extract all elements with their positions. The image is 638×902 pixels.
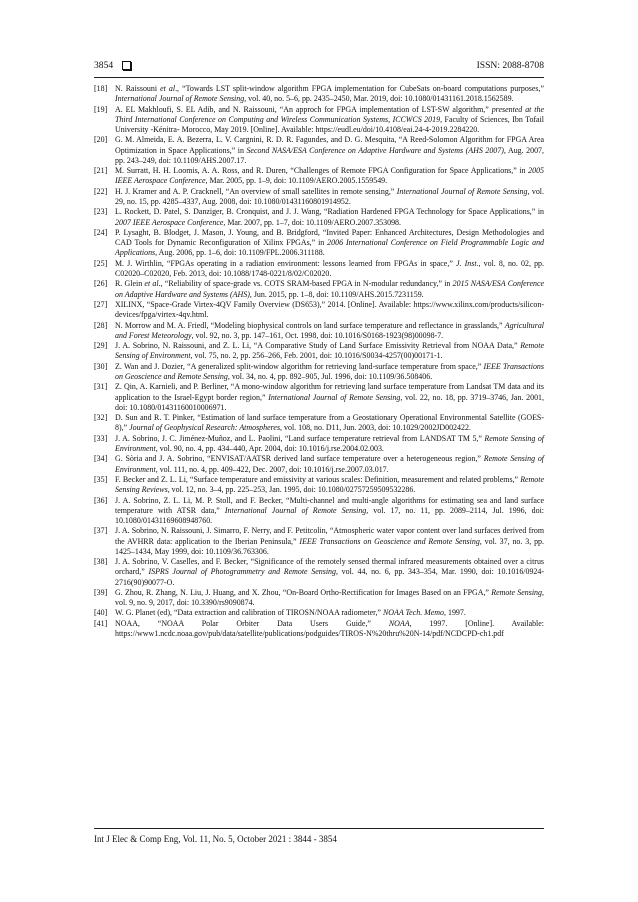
reference-number: [18] bbox=[94, 84, 108, 93]
reference-segment: J. A. Sobrino, Z. L. Li, M. P. Stoll, and F. Becker, “Multi-channel and multi-angle algorithms for estimating sea and land surface temperature with ATSR data,” bbox=[115, 495, 544, 515]
reference-segment: , vol. 29, no. 15, pp. 4285–4337, Aug. 2008, doi: 10.1080/01431160801914952. bbox=[115, 186, 544, 206]
issn-label: ISSN: 2088-8708 bbox=[476, 59, 544, 71]
reference-item bbox=[94, 300, 544, 320]
reference-text bbox=[115, 362, 544, 382]
reference-number: [35] bbox=[94, 474, 108, 484]
reference-number: [19] bbox=[94, 104, 108, 114]
reference-number: [37] bbox=[94, 526, 108, 536]
reference-item bbox=[94, 228, 544, 259]
reference-segment: , vol. 22, no. 18, pp. 3719–3746, Jan. 2001, doi: 10.1080/01431160010006971. bbox=[115, 392, 544, 412]
page-footer: Int J Elec & Comp Eng, Vol. 11, No. 5, October 2021 : 3844 - 3854 bbox=[94, 834, 337, 844]
reference-italic: 2006 International Conference on Field Programmable Logic and Applications bbox=[115, 238, 545, 258]
reference-segment: ., “Towards LST split-window algorithm FPGA implementation for CubeSats on-board computations purposes,” bbox=[175, 84, 545, 93]
reference-segment: L. Rockett, D. Patel, S. Danziger, B. Cronquist, and J. J. Wang, “Radiation Hardened FPGA Technology for Space Applications,” in bbox=[115, 207, 544, 217]
reference-number: [31] bbox=[94, 382, 108, 392]
reference-item bbox=[94, 588, 544, 608]
reference-item bbox=[94, 105, 544, 136]
reference-segment: , vol. 40, no. 5–6, pp. 2435–2450, Mar. 2019, doi: 10.1080/01431161.2018.1562589. bbox=[244, 94, 514, 104]
reference-text bbox=[115, 300, 544, 320]
reference-number: [32] bbox=[94, 413, 108, 423]
reference-number: [24] bbox=[94, 227, 108, 237]
reference-text bbox=[115, 526, 544, 557]
reference-segment: D. Sun and R. T. Pinker, “Estimation of land surface temperature from a Geostationary Operational Environmental Satellite (GOES-8),” bbox=[115, 413, 544, 433]
reference-number: [26] bbox=[94, 279, 108, 289]
reference-segment: , vol. 37, no. 3, pp. 1425–1434, May 1999, doi: 10.1109/36.763306. bbox=[115, 536, 544, 556]
reference-text bbox=[115, 475, 544, 495]
reference-italic: Remote Sensing of Environment bbox=[115, 454, 544, 474]
reference-list bbox=[94, 84, 544, 639]
reference-number: [25] bbox=[94, 258, 108, 268]
reference-text bbox=[115, 588, 544, 608]
reference-item bbox=[94, 166, 544, 186]
reference-segment: , Aug. 2007, pp. 243–249, doi: 10.1109/AHS.2007.17. bbox=[115, 145, 545, 165]
reference-item bbox=[94, 496, 544, 527]
reference-segment: R. Glein bbox=[115, 279, 145, 289]
reference-text bbox=[115, 454, 544, 474]
reference-item bbox=[94, 341, 544, 361]
reference-item bbox=[94, 434, 544, 454]
reference-segment: , vol. 90, no. 4, pp. 434–440, Apr. 2004, doi: 10.1016/j.rse.2004.02.003. bbox=[155, 443, 384, 453]
reference-number: [41] bbox=[94, 618, 108, 628]
reference-item bbox=[94, 608, 544, 618]
reference-text bbox=[115, 84, 544, 104]
reference-text bbox=[115, 279, 544, 299]
reference-number: [30] bbox=[94, 361, 108, 371]
page-header bbox=[94, 58, 544, 72]
reference-text bbox=[115, 259, 544, 279]
reference-italic: 2015 NASA/ESA Conference on Adaptive Hardware and Systems (AHS) bbox=[115, 279, 545, 299]
reference-italic: International Journal of Remote Sensing bbox=[396, 186, 528, 196]
reference-segment: XILINX, “Space-Grade Virtex-4QV Family Overview (DS653),” 2014. [Online]. Available: https://www.xilinx.com/products/silicon-devices/fpga/virtex-4qv.html. bbox=[115, 299, 544, 320]
reference-italic: IEEE Transactions on Geoscience and Remote Sensing bbox=[115, 361, 544, 381]
reference-text bbox=[115, 382, 544, 413]
reference-segment: Z. Qin, A. Karnieli, and P. Berliner, “A mono-window algorithm for retrieving land surface temperature from Landsat TM data and its application to the Israel-Egypt border region,” bbox=[115, 382, 544, 402]
reference-number: [36] bbox=[94, 495, 108, 505]
reference-italic: Remote Sensing of Environment bbox=[115, 341, 544, 361]
reference-italic: 2005 IEEE Aerospace Conference bbox=[115, 166, 544, 186]
reference-italic: IEEE Transactions on Geoscience and Remote Sensing bbox=[299, 536, 480, 546]
reference-text bbox=[115, 207, 544, 227]
reference-number: [29] bbox=[94, 341, 108, 351]
reference-segment: J. A. Sobrino, N. Raissouni, and Z. L. Li, “A Comparative Study of Land Surface Emissivity Retrieval from NOAA Data,” bbox=[115, 341, 521, 351]
reference-segment: , vol. 34, no. 4, pp. 892–905, Jul. 1996, doi: 10.1109/36.508406. bbox=[227, 371, 433, 381]
reference-text bbox=[115, 321, 544, 341]
reference-italic: et al bbox=[160, 84, 176, 93]
reference-segment: , Aug. 2006, pp. 1–6, doi: 10.1109/FPL.2006.311188. bbox=[155, 248, 325, 258]
reference-text bbox=[115, 341, 544, 361]
reference-number: [38] bbox=[94, 557, 108, 567]
reference-number: [34] bbox=[94, 454, 108, 464]
reference-segment: , Mar. 2005, pp. 1–9, doi: 10.1109/AERO.2005.1559549. bbox=[205, 176, 388, 186]
reference-segment: ., “Reliability of space-grade vs. COTS SRAM-based FPGA in N-modular redundancy,” in bbox=[158, 279, 453, 289]
reference-segment: , vol. 92, no. 3, pp. 147–161, Oct. 1998, doi: 10.1016/S0168-1923(98)00098-7. bbox=[191, 330, 444, 340]
reference-italic: presented at the Third International Conference on Computing and Wireless Communication Systems, ICCWCS 2019 bbox=[115, 104, 545, 124]
reference-text bbox=[115, 619, 544, 639]
reference-item bbox=[94, 207, 544, 227]
reference-italic: 2007 IEEE Aerospace Conference bbox=[115, 217, 224, 227]
reference-text bbox=[115, 413, 544, 433]
reference-segment: , vol. 44, no. 6, pp. 343–354, Mar. 1990, doi: 10.1016/0924-2716(90)90077-O. bbox=[115, 567, 545, 587]
reference-segment: , vol. 12, no. 3–4, pp. 225–253, Jan. 1995, doi: 10.1080/02757259509532286. bbox=[167, 485, 416, 495]
reference-number: [39] bbox=[94, 587, 108, 597]
reference-item bbox=[94, 413, 544, 433]
reference-segment: W. G. Planet (ed), “Data extraction and calibration of TIROSN/NOAA radiometer,” bbox=[115, 608, 383, 618]
reference-segment: F. Becker and Z. L. Li, “Surface temperature and emissivity at various scales: Definition, measurement and related problems,” bbox=[115, 474, 521, 484]
reference-item bbox=[94, 557, 544, 588]
reference-item bbox=[94, 382, 544, 413]
reference-segment: NOAA, “NOAA Polar Orbiter Data Users Guide,” bbox=[115, 618, 389, 628]
reference-segment: J. A. Sobrino, N. Raissouni, J. Simarro, F. Nerry, and F. Petitcolin, “Atmospheric water vapor content over land surfaces derived from the AVHRR data: application to the Iberian Peninsula,” bbox=[115, 526, 544, 546]
reference-item bbox=[94, 362, 544, 382]
page-number: 3854 bbox=[94, 59, 114, 71]
reference-item bbox=[94, 475, 544, 495]
reference-item bbox=[94, 321, 544, 341]
reference-text bbox=[115, 166, 544, 186]
reference-item bbox=[94, 84, 544, 104]
reference-segment: , Jun. 2015, pp. 1–8, doi: 10.1109/AHS.2015.7231159. bbox=[249, 289, 424, 299]
footer-divider bbox=[94, 828, 544, 829]
reference-italic: Remote Sensing bbox=[491, 587, 542, 597]
reference-segment: , 1997. [Online]. Available: https://www1.ncdc.noaa.gov/pub/data/satellite/publications/podguides/TIROS-N%20thru%20N-14/pdf/NCDCPD-ch1.pdf bbox=[115, 618, 544, 639]
reference-item bbox=[94, 135, 544, 166]
reference-text bbox=[115, 135, 544, 166]
reference-segment: Z. Wan and J. Dozier, “A generalized split-window algorithm for retrieving land-surface temperature from space,” bbox=[115, 361, 484, 371]
reference-text bbox=[115, 496, 544, 527]
reference-text bbox=[115, 608, 544, 618]
reference-number: [20] bbox=[94, 135, 108, 145]
reference-text bbox=[115, 557, 544, 588]
reference-item bbox=[94, 619, 544, 639]
reference-number: [21] bbox=[94, 166, 108, 176]
reference-number: [33] bbox=[94, 433, 108, 443]
reference-item bbox=[94, 259, 544, 279]
reference-italic: International Journal of Remote Sensing bbox=[115, 94, 245, 104]
reference-italic: Remote Sensing of Environment bbox=[115, 433, 544, 453]
reference-segment: , Mar. 2007, pp. 1–7, doi: 10.1109/AERO.2007.353098. bbox=[223, 217, 402, 227]
reference-segment: G. Zhou, R. Zhang, N. Liu, J. Huang, and X. Zhou, “On-Board Ortho-Rectification for Images Based on an FPGA,” bbox=[115, 587, 492, 597]
reference-segment: J. A. Sobrino, J. C. Jiménez-Muñoz, and L. Paolini, “Land surface temperature retrieval from LANDSAT TM 5,” bbox=[115, 433, 485, 443]
reference-italic: Journal of Geophysical Research: Atmospheres bbox=[129, 423, 281, 433]
reference-number: [22] bbox=[94, 186, 108, 196]
reference-segment: J. A. Sobrino, V. Caselles, and F. Becker, “Significance of the remotely sensed thermal infrared measurements obtained over a citrus orchard,” bbox=[115, 557, 544, 577]
reference-segment: G. Sòria and J. A. Sobrino, “ENVISAT/AATSR derived land surface temperature over a heterogeneous region,” bbox=[115, 454, 484, 464]
reference-item bbox=[94, 454, 544, 474]
reference-segment: , vol. 75, no. 2, pp. 256–266, Feb. 2001, doi: 10.1016/S0034-4257(00)00171-1. bbox=[190, 351, 443, 361]
reference-italic: NOAA bbox=[388, 618, 410, 628]
reference-segment: N. Morrow and M. A. Friedl, “Modeling biophysical controls on land surface temperature and reflectance in grasslands,” bbox=[115, 320, 505, 330]
reference-text bbox=[115, 434, 544, 454]
reference-segment: N. Raissouni bbox=[115, 84, 161, 93]
square-icon bbox=[122, 61, 131, 70]
reference-number: [27] bbox=[94, 299, 108, 309]
reference-number: [23] bbox=[94, 207, 108, 217]
reference-italic: International Journal of Remote Sensing bbox=[268, 392, 401, 402]
reference-italic: NOAA Tech. Memo bbox=[382, 608, 445, 618]
reference-italic: et al bbox=[144, 279, 159, 289]
reference-segment: , vol. 8, no. 02, pp. C02020–C02020, Feb. 2013, doi: 10.1088/1748-0221/8/02/C02020. bbox=[115, 258, 544, 278]
reference-number: [40] bbox=[94, 608, 108, 618]
reference-segment: A. EL Makhloufi, S. EL Adib, and N. Raissouni, “An approch for FPGA implementation of LST-SW algorithm,” bbox=[115, 104, 492, 114]
reference-italic: J. Inst. bbox=[455, 258, 479, 268]
reference-text bbox=[115, 105, 544, 136]
reference-item bbox=[94, 526, 544, 557]
reference-segment: , vol. 17, no. 11, pp. 2089–2114, Jul. 1996, doi: 10.1080/01431169608948760. bbox=[115, 505, 544, 525]
reference-segment: , vol. 9, no. 9, 2017, doi: 10.3390/rs9090874. bbox=[115, 587, 544, 608]
reference-italic: Agricultural and Forest Meteorology bbox=[115, 320, 544, 340]
reference-text bbox=[115, 228, 544, 259]
reference-italic: Second NASA/ESA Conference on Adaptive Hardware and Systems (AHS 2007) bbox=[246, 145, 504, 155]
reference-segment: G. M. Almeida, E. A. Bezerra, L. V. Cargnini, R. D. R. Fagundes, and D. G. Mesquita, “A Reed-Solomon Algorithm for FPGA Area Optimization in Space Applications,” in bbox=[115, 135, 544, 155]
reference-item bbox=[94, 187, 544, 207]
reference-segment: H. J. Kramer and A. P. Cracknell, “An overview of small satellites in remote sensing,” bbox=[115, 186, 397, 196]
reference-segment: M. Surratt, H. H. Loomis, A. A. Ross, and R. Duren, “Challenges of Remote FPGA Configuration for Space Applications,” in bbox=[115, 166, 529, 176]
reference-segment: , Faculty of Sciences, Ibn Tofail University -Kénitra- Morocco, May 2019. [Online]. Available: https://eudl.eu/doi/10.4108/eai.24-4-2019.2284220. bbox=[115, 114, 544, 134]
reference-item bbox=[94, 279, 544, 299]
reference-number: [28] bbox=[94, 320, 108, 330]
reference-segment: , vol. 108, no. D11, Jun. 2003, doi: 10.1029/2002JD002422. bbox=[280, 423, 471, 433]
reference-italic: ISPRS Journal of Photogrammetry and Remote Sensing bbox=[148, 567, 336, 577]
reference-segment: , 1997. bbox=[444, 608, 466, 618]
reference-italic: International Journal of Remote Sensing bbox=[224, 505, 367, 515]
reference-segment: , vol. 111, no. 4, pp. 409–422, Dec. 2007, doi: 10.1016/j.rse.2007.03.017. bbox=[155, 464, 389, 474]
reference-italic: Remote Sensing Reviews bbox=[115, 474, 544, 495]
reference-segment: P. Lysaght, B. Blodget, J. Mason, J. Young, and B. Bridgford, “Invited Paper: Enhanced Architectures, Design Methodologies and CAD Tools for Dynamic Reconfiguration of Xilinx FPGAs,” in bbox=[115, 227, 544, 248]
header-divider bbox=[94, 77, 544, 78]
reference-segment: M. J. Wirthlin, “FPGAs operating in a radiation environment: lessons learned from FPGAs in space,” bbox=[115, 258, 456, 268]
reference-text bbox=[115, 187, 544, 207]
